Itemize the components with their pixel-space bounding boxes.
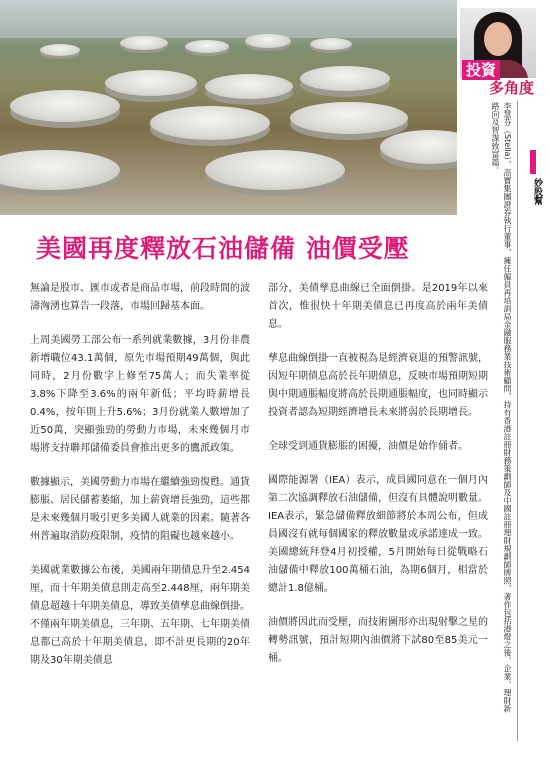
article-left-column bbox=[30, 280, 250, 686]
author-bio-line2: 路向及智謀致富篇。 bbox=[491, 102, 500, 174]
article-headline: 美國再度釋放石油儲備 油價受壓 bbox=[36, 234, 410, 263]
paragraph: 油價將因此而受壓，而技術圖形亦出現射擊之星的轉勢訊號，預計短期內油價將下試80至85美元一桶。 bbox=[268, 617, 488, 664]
oil-tank bbox=[185, 40, 229, 53]
oil-tank bbox=[310, 38, 352, 50]
oil-tank bbox=[105, 70, 197, 96]
oil-tank bbox=[150, 106, 270, 140]
column-badge-line2: 多角度 bbox=[489, 79, 535, 97]
paragraph: 全球受到通貨膨脹的困擾，油價是始作俑者。 bbox=[268, 441, 468, 452]
oil-tank bbox=[380, 130, 457, 164]
paragraph: 孳息曲線倒掛一直被視為是經濟衰退的預警訊號，因短年期債息高於長年期債息，反映市場預期短期與中期通脹幅度將高於長期通脹幅度，也同時顯示投資者認為短期經濟增長未來將弱於長期增長。 bbox=[268, 353, 488, 418]
paragraph: 部分，美債孳息曲線已全面倒掛。是2019年以來首次，惟很快十年期美債息已再度高於兩年美債息。 bbox=[268, 283, 488, 330]
article-right-column bbox=[268, 280, 488, 684]
paragraph: 美國就業數據公布後，美國兩年期債息升至2.454厘，而十年期美債息則走高至2.448厘，兩年期美債息超越十年期美債息，導致美債孳息曲線倒掛。不僅兩年期美債息，三年期、五年期、七年期美債息都已高於十年期美債息，即不計更長期的20年期及30年期美債息 bbox=[30, 565, 250, 666]
oil-tank bbox=[40, 44, 80, 56]
author-bio-line1: 李慧芬（Stella），高寶集團證券執行董事，擁任僱員再培訓局金融服務業技術顧問，持有香港註冊財務策劃師及中國註冊理財規劃師牌照，著作包括港燈之後、企業、理財新 bbox=[503, 102, 512, 713]
side-column-title: 妙股幫 bbox=[532, 178, 542, 205]
oil-tank bbox=[245, 34, 291, 48]
oil-tank bbox=[0, 150, 120, 190]
hero-photo-oil-tanks bbox=[0, 0, 457, 215]
column-divider bbox=[517, 101, 518, 741]
photo-sky bbox=[0, 0, 457, 38]
portrait-face bbox=[484, 22, 512, 56]
paragraph: 上周美國勞工部公布一系列就業數據，3月份非農新增職位43.1萬個，原先市場預期49萬個，與此同時，2月份數字上修至75萬人；而失業率從3.8%下降至3.6%的兩年新低；平均時薪增長0.4%，按年則上升5.6%；3月份就業人數增加了近50萬，突顯強勁的勞動力市場，未來幾個月市場將支持聯邦儲備委員會推出更多的鷹派政策。 bbox=[30, 335, 250, 454]
oil-tank bbox=[205, 150, 345, 190]
paragraph: 數據顯示，美國勞動力市場在繼續強勁復甦。通貨膨脹、居民儲蓄萎縮，加上薪資增長強勁，這些都是未來幾個月吸引更多美國人就業的因素。隨著各州普遍取消防疫限制，疫情的阻礙也越來越小。 bbox=[30, 477, 250, 542]
oil-tank bbox=[290, 102, 408, 134]
paragraph: 國際能源署（IEA）表示，成員國同意在一個月內第二次協調釋放石油儲備，但沒有具體說明數量。IEA表示，緊急儲備釋放細節將於本周公布，但成員國沒有就每個國家的釋放數量或承諾達成一致。美國總統拜登4月初授權，5月開始每日從戰略石油儲備中釋放100萬桶石油，為期6個月，相當於總計1.8億桶。 bbox=[268, 475, 488, 594]
oil-tank bbox=[10, 90, 120, 122]
paragraph: 無論是股市、匯市或者是商品市場，前段時間的波濤洶湧也算告一段落，市場回歸基本面。 bbox=[30, 283, 250, 312]
oil-tank bbox=[300, 66, 390, 91]
oil-tank bbox=[205, 74, 293, 99]
side-accent-bar bbox=[530, 150, 536, 174]
column-badge-line1: 投資 bbox=[462, 60, 500, 80]
oil-tank bbox=[120, 36, 168, 50]
